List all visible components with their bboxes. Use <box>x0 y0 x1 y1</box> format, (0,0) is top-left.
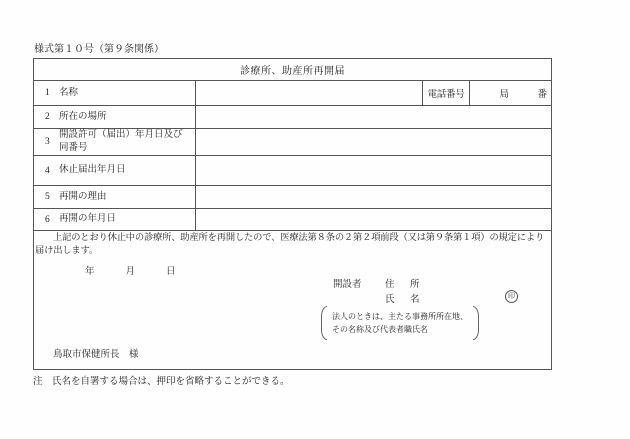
row4-label: 休止届出年月日 <box>59 165 126 175</box>
table-row-permit-date <box>34 129 551 156</box>
declaration-line2: 届け出します。 <box>35 246 98 256</box>
table-row-reopen-date <box>34 209 551 231</box>
right-parenthesis <box>473 306 479 340</box>
footer-note: 注 氏名を自署する場合は、押印を省略することができる。 <box>33 377 290 387</box>
declaration-paragraph <box>35 232 544 258</box>
row6-value-cell[interactable] <box>196 209 551 230</box>
row2-label: 所在の場所 <box>59 111 107 122</box>
corporate-note-line1: 法人のときは、主たる事務所所在地、 <box>332 312 468 321</box>
row6-label: 再開の年月日 <box>59 214 117 224</box>
row3-label-line1: 開設許可（届出）年月日及び <box>59 130 183 140</box>
table-row-name <box>34 81 551 106</box>
row3-label-cell <box>34 129 196 155</box>
row1-label: 名称 <box>59 87 79 98</box>
row1-number: 1 <box>45 88 50 98</box>
date-day-label: 日 <box>166 267 176 277</box>
form-table <box>33 58 552 370</box>
row5-label: 再開の理由 <box>59 191 107 202</box>
row3-value-cell[interactable] <box>196 129 551 155</box>
row4-label-cell <box>34 156 196 185</box>
date-line <box>85 263 176 277</box>
row4-number: 4 <box>45 165 50 176</box>
recipient-label: 鳥取市保健所長 様 <box>53 350 139 360</box>
row3-label <box>59 129 183 155</box>
form-title: 診療所、助産所再開届 <box>240 66 345 77</box>
founder-label: 開設者 <box>333 280 362 290</box>
date-year-label: 年 <box>85 267 95 277</box>
form-number-label: 様式第１０号（第９条関係） <box>34 44 164 55</box>
name-label: 氏 名 <box>385 295 423 305</box>
table-row-reopen-reason <box>34 186 551 209</box>
address-label: 住 所 <box>385 280 423 290</box>
row3-label-line2: 同番号 <box>59 143 88 153</box>
table-row-location <box>34 106 551 129</box>
corporate-note <box>321 306 479 340</box>
corporate-note-line2: その名称及び代表者職氏名 <box>332 325 428 334</box>
date-month-label: 月 <box>125 267 136 277</box>
table-row-suspension-date <box>34 156 551 186</box>
form-title-row <box>34 59 551 81</box>
row6-label-cell <box>34 209 196 230</box>
seal-character: 印 <box>508 292 515 300</box>
row1-label-cell <box>34 81 196 105</box>
row5-value-cell[interactable] <box>196 186 551 208</box>
row5-number: 5 <box>45 192 50 202</box>
corporate-note-text <box>327 310 473 336</box>
row4-value-cell[interactable] <box>196 156 551 185</box>
row5-label-cell <box>34 186 196 208</box>
row3-number: 3 <box>45 137 50 147</box>
row2-value-cell[interactable] <box>196 106 551 128</box>
declaration-section <box>34 231 551 369</box>
declaration-line1: 上記のとおり休止中の診療所、助産所を再開したので、医療法第８条の２第２項前段（又は第９条第１項）の規定により <box>53 233 545 243</box>
phone-number-cell[interactable]: 局 番 <box>499 90 547 100</box>
row2-number: 2 <box>45 112 50 122</box>
seal-mark <box>505 290 518 303</box>
row1-value-cell[interactable] <box>196 81 423 105</box>
phone-label-cell: 電話番号 <box>423 81 470 105</box>
row6-number: 6 <box>45 214 50 225</box>
row2-label-cell <box>34 106 196 128</box>
